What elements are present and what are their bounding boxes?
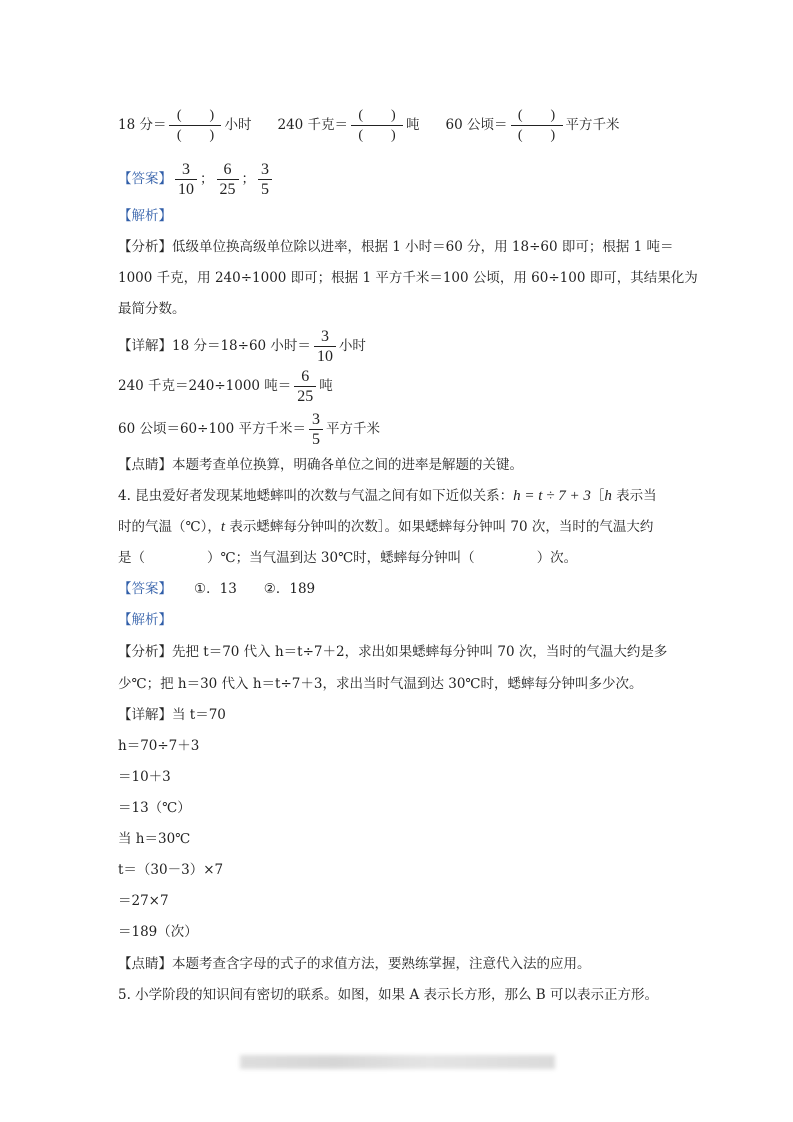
q3-item3-fraction [511,106,563,145]
q3-fenxi-line1: 【分析】低级单位换高级单位除以进率，根据 1 小时＝60 分，用 18÷60 即可；根据 1 吨＝ [118,239,674,255]
q3-detail-1: 【详解】18 分＝18÷60 小时＝ $\frac{3}{10}$ 小时 [118,328,366,365]
q4-dianjing: 【点睛】本题考查含字母的式子的求值方法，要熟练掌握，注意代入法的应用。 [118,956,591,972]
q4-step-7: ＝27×7 [118,893,169,909]
q4-fenxi-line1: 【分析】先把 t＝70 代入 h＝t÷7＋2，求出如果蟋蟀每分钟叫 70 次，当时的气温大约是多 [118,644,668,660]
q3-analysis-label: 【解析】 [118,208,172,224]
answer-label: 【答案】 [118,581,172,597]
detail-fraction-1: $\frac{3}{10}$ [314,327,336,366]
answer-separator: ； [241,171,255,187]
answer-separator: ； [200,171,214,187]
q4-stem-line1: 4. 昆虫爱好者发现某地蟋蟀叫的次数与气温之间有如下近似关系：h = t ÷ 7 + 3［h 表示当 [118,488,657,504]
q4-step-2: h＝70÷7＋3 [118,738,200,754]
fraction-denominator-blank: ( ) [358,128,396,143]
fraction-numerator-blank: ( ) [517,108,556,123]
q3-items-row [118,106,620,145]
q4-step-3: ＝10＋3 [118,769,171,785]
q4-step-4: ＝13（℃） [118,800,191,816]
fraction-numerator-blank: ( ) [358,108,396,123]
xiangjie-label: 【详解】 [118,338,172,354]
fraction-denominator-blank: ( ) [176,128,215,143]
q3-answer-row [118,160,275,199]
q3-item1-fraction [169,106,221,145]
fraction-numerator-blank: ( ) [176,108,215,123]
answer-fraction-3: $\frac{3}{5}$ [258,160,272,199]
dianjing-label: 【点睛】 [118,956,172,972]
detail-fraction-2: $\frac{6}{25}$ [294,367,316,406]
q4-analysis-label: 【解析】 [118,612,172,628]
q3-detail-2: 240 千克＝240÷1000 吨＝ $\frac{6}{25}$ 吨 [118,368,333,405]
q3-detail-3: 60 公顷＝60÷100 平方千米＝ $\frac{3}{5}$ 平方千米 [118,411,381,448]
fenxi-label: 【分析】 [118,644,172,660]
q3-item3-unit: 平方千米 [565,117,620,133]
answer-fraction-2: $\frac{6}{25}$ [217,160,239,199]
xiangjie-label: 【详解】 [118,707,172,723]
q3-item2-unit: 吨 [406,117,420,133]
q4-step-8: ＝189（次） [118,924,198,940]
q3-fenxi-line3: 最简分数。 [118,301,186,317]
detail-fraction-3: $\frac{3}{5}$ [309,410,323,449]
q3-item3-prefix: 60 公顷＝ [445,117,508,133]
answer-label: 【答案】 [118,171,172,187]
q3-item1-prefix: 18 分＝ [118,117,167,133]
q3-item2-prefix: 240 千克＝ [277,117,349,133]
q4-step-6: t＝（30－3）×7 [118,862,224,878]
q5-stem: 5. 小学阶段的知识间有密切的联系。如图，如果 A 表示长方形，那么 B 可以表示正方形。 [118,987,659,1003]
q4-fenxi-line2: 少℃；把 h＝30 代入 h＝t÷7＋3，求出当时气温到达 30℃时，蟋蟀每分钟叫多少次。 [118,676,643,692]
q3-item1-unit: 小时 [224,117,252,133]
q4-answer-text: ①．13 ②．189 [194,581,316,597]
q4-step-5: 当 h＝30℃ [118,831,191,847]
q4-stem-line3: 是（ ）℃；当气温到达 30℃时，蟋蟀每分钟叫（ ）次。 [118,550,578,566]
dianjing-label: 【点睛】 [118,457,172,473]
answer-fraction-1: $\frac{3}{10}$ [175,160,197,199]
q4-step-1: 【详解】当 t＝70 [118,707,226,723]
q4-answer-row [118,579,315,599]
q4-stem-line2: 时的气温（℃），t 表示蟋蟀每分钟叫的次数］。如果蟋蟀每分钟叫 70 次，当时的气温大约 [118,519,654,535]
q3-dianjing: 【点睛】本题考查单位换算，明确各单位之间的进率是解题的关键。 [118,457,523,473]
blurred-footer-watermark [240,1055,555,1069]
fenxi-label: 【分析】 [118,239,172,255]
q3-fenxi-line2: 1000 千克，用 240÷1000 即可；根据 1 平方千米＝100 公顷，用 60÷100 即可，其结果化为 [118,270,698,286]
fraction-denominator-blank: ( ) [517,128,556,143]
q3-item2-fraction [351,106,403,145]
q4-formula: h = t ÷ 7 + 3 [513,488,591,504]
